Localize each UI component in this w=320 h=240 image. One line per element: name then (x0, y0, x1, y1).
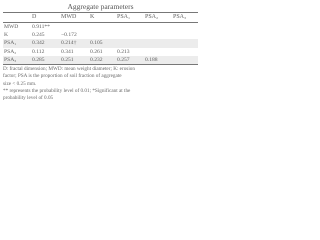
table-cell: 0.257 (115, 56, 143, 64)
table-cell: 0.245 (32, 32, 45, 39)
row-label: MWD (4, 24, 19, 30)
table-cell: 0.213 (117, 48, 130, 55)
table-caption: Aggregate parameters (67, 2, 134, 11)
row-label: PSA₁ (3, 39, 30, 47)
table-cell (171, 31, 198, 39)
table-cell: 0.112 (32, 48, 45, 55)
header-row (3, 13, 198, 22)
row-label: PSA₃ (3, 56, 30, 64)
column-header: PSA₂ (145, 14, 159, 20)
table-cell (115, 39, 143, 47)
column-header: PSA₁ (117, 14, 131, 20)
column-header: D (32, 14, 37, 20)
table-cell (171, 48, 198, 56)
table-cell (88, 23, 115, 31)
table-cell: 0.188 (143, 56, 171, 64)
table-cell: 0.342 (30, 39, 59, 47)
table-cell: 0.341 (61, 48, 74, 55)
table-cell (115, 23, 143, 31)
note-line: probability level of 0.05 (3, 95, 54, 102)
note-line: size < 0.25 mm. (3, 80, 37, 87)
note-line: D: fractal dimension; MWD: mean weight diameter; K: erosion (3, 66, 135, 73)
table-cell (115, 31, 143, 39)
column-header (3, 13, 30, 22)
table-row (3, 23, 198, 31)
table-notes (3, 65, 198, 102)
table-cell (143, 23, 171, 31)
table-cell (143, 39, 171, 47)
table-cell (59, 23, 88, 31)
note-line: ** represents the probability level of 0.01; *Significant at the (3, 87, 131, 94)
table-cell: 0.251 (59, 56, 88, 64)
row-label: PSA₂ (4, 48, 17, 55)
table-row (3, 39, 198, 47)
table-cell: 0.911** (32, 24, 50, 30)
table-cell (143, 31, 171, 39)
table-cell (143, 48, 171, 56)
table-row (3, 31, 198, 39)
correlation-table (3, 13, 198, 64)
table-cell: 0.105 (88, 39, 115, 47)
table-row (3, 48, 198, 56)
table-cell (171, 23, 198, 31)
row-label: K (4, 32, 9, 39)
table-cell (171, 56, 198, 64)
column-header: K (90, 14, 95, 20)
table-cell: −0.172 (61, 32, 77, 39)
table-cell: 0.285 (30, 56, 59, 64)
table-cell (88, 31, 115, 39)
aggregate-table-block (3, 2, 198, 103)
table-cell: 0.232 (88, 56, 115, 64)
column-header: PSA₃ (173, 14, 187, 20)
table-row (3, 56, 198, 64)
column-header: MWD (61, 14, 77, 20)
table-cell (171, 39, 198, 47)
table-cell: 0.214† (59, 39, 88, 47)
note-line: factor; PSA is the proportion of soil fraction of aggregate (3, 73, 122, 80)
table-cell: 0.261 (90, 48, 103, 55)
